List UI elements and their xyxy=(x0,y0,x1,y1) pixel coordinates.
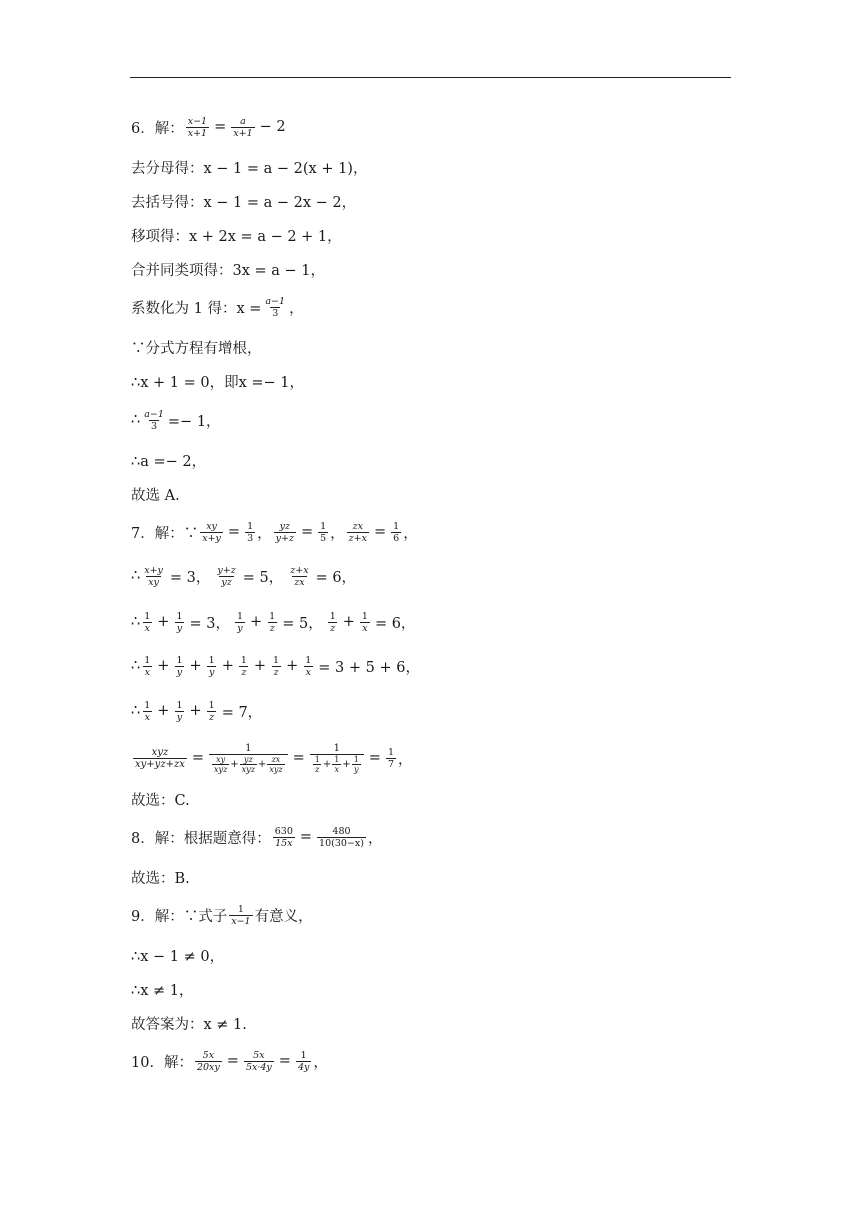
fraction: $\frac{zx}{z+x}$ xyxy=(348,520,367,544)
fraction: $\frac{1}{z}$ xyxy=(273,654,280,678)
q8-line-1: 8．解：根据题意得： $\frac{630}{15x}$ = $\frac{480}{10(30-x)}$ ， xyxy=(131,825,383,849)
fraction: $\frac{480}{10(30-x)}$ xyxy=(319,825,364,849)
fraction: $\frac{z+x}{zx}$ xyxy=(290,564,309,588)
q9-line-2: ∴x − 1 ≠ 0， xyxy=(131,948,225,965)
fraction: $\frac{1}{y}$ xyxy=(176,699,183,723)
fraction: $\frac{1}{4y}$ xyxy=(297,1049,310,1073)
q8-answer: 故选：B. xyxy=(131,870,190,887)
q6-label: 6．解： xyxy=(131,120,184,137)
q7-line-2: ∴ $\frac{x+y}{xy}$ = 3， $\frac{y+z}{yz}$ = 5， $\frac{z+x}{zx}$ = 6， xyxy=(131,564,357,588)
q6-line-6: 系数化为 1 得：x = $\frac{a-1}{3}$ ， xyxy=(131,295,304,319)
q6-line-9: ∴ $\frac{a-1}{3}$ =− 1， xyxy=(131,408,221,432)
fraction: $\frac{x+y}{xy}$ xyxy=(144,564,163,588)
fraction: $\frac{1}{y}$ xyxy=(176,610,183,634)
q7-line-3: ∴ $\frac{1}{x}$ + $\frac{1}{y}$ = 3， $\frac{1}{y}$ + $\frac{1}{z}$ = 5， $\frac{1}{z}$ + $\frac{1}{x}$ = 6， xyxy=(131,610,416,634)
fraction: $\frac{a-1}{3}$ xyxy=(265,295,286,319)
q7-line-1: 7．解：∵ $\frac{xy}{x+y}$ = $\frac{1}{3}$ ， $\frac{yz}{y+z}$ = $\frac{1}{5}$ ， $\frac{zx}{z+x}$ = $\frac{1}{6}$ ， xyxy=(131,520,418,544)
fraction: $\frac{1}{x}$ xyxy=(144,654,151,678)
fraction: $\frac{1}{x-1}$ xyxy=(231,903,251,927)
compound-fraction: 1 $\frac{xy}{\text{xyz}}$ + $\frac{yz}{\text{xyz}}$ + $\frac{zx}{\text{xyz}}$ xyxy=(209,743,288,774)
fraction: $\frac{a}{x+1}$ xyxy=(233,115,253,139)
fraction: $\frac{5x}{5x\cdot 4y}$ xyxy=(245,1049,272,1073)
q9-line-1: 9．解：∵式子 $\frac{1}{x-1}$ 有意义， xyxy=(131,903,313,927)
q9-answer: 故答案为：x ≠ 1. xyxy=(131,1016,247,1033)
fraction: $\frac{1}{y}$ xyxy=(208,654,215,678)
q7-line-6: $\frac{\text{xyz}}{xy+yz+zx}$ = 1 $\frac{xy}{\text{xyz}}$ + $\frac{yz}{\text{xyz}}$ + $\frac{zx}{\text{xyz}}$ = 1 $\frac{1}{z}$ + $\frac{1}{x}$ + $\frac{1}{y}$ = $\frac{1}{7}$ ， xyxy=(135,742,413,774)
q6-line-5: 合并同类项得：3x = a − 1， xyxy=(131,262,326,279)
fraction: $\frac{1}{y}$ xyxy=(236,610,244,634)
fraction: $\frac{xy}{x+y}$ xyxy=(202,520,221,544)
fraction: $\frac{630}{15x}$ xyxy=(274,825,293,849)
fraction: $\frac{1}{x}$ xyxy=(144,610,151,634)
fraction: $\frac{1}{y}$ xyxy=(176,654,183,678)
q6-line-4: 移项得：x + 2x = a − 2 + 1， xyxy=(131,228,342,245)
fraction: $\frac{x-1}{x+1}$ xyxy=(187,115,208,139)
q7-answer: 故选：C. xyxy=(131,792,190,809)
q6-line-1: 6．解： $\frac{x-1}{x+1}$ = $\frac{a}{x+1}$ − 2 xyxy=(131,115,286,139)
fraction: $\frac{1}{x}$ xyxy=(305,654,312,678)
fraction: $\frac{1}{z}$ xyxy=(269,610,276,634)
fraction: $\frac{y+z}{yz}$ xyxy=(217,564,236,588)
q6-answer: 故选 A. xyxy=(131,487,180,504)
fraction: $\frac{a-1}{3}$ xyxy=(144,408,164,432)
q10-line-1: 10．解： $\frac{5x}{20xy}$ = $\frac{5x}{5x\cdot 4y}$ = $\frac{1}{4y}$ ， xyxy=(131,1049,328,1073)
q7-line-4: ∴ $\frac{1}{x}$ + $\frac{1}{y}$ + $\frac{1}{y}$ + $\frac{1}{z}$ + $\frac{1}{z}$ + $\frac{1}{x}$ = 3 + 5 + 6， xyxy=(131,654,420,678)
fraction: $\frac{1}{3}$ xyxy=(247,520,254,544)
q6-line-10: ∴a =− 2， xyxy=(131,453,207,470)
fraction: $\frac{1}{z}$ xyxy=(240,654,247,678)
fraction: $\frac{1}{x}$ xyxy=(361,610,368,634)
fraction: $\frac{\text{xyz}}{xy+yz+zx}$ xyxy=(135,746,185,770)
fraction: $\frac{1}{5}$ xyxy=(320,520,327,544)
q6-line-8: ∴x + 1 = 0，即x =− 1， xyxy=(131,374,305,391)
fraction: $\frac{1}{z}$ xyxy=(208,699,215,723)
q7-line-5: ∴ $\frac{1}{x}$ + $\frac{1}{y}$ + $\frac{1}{z}$ = 7， xyxy=(131,699,263,723)
q6-line-7: ∵分式方程有增根， xyxy=(131,340,262,357)
header-rule xyxy=(130,77,731,78)
fraction: $\frac{5x}{20xy}$ xyxy=(196,1049,220,1073)
q9-line-3: ∴x ≠ 1， xyxy=(131,982,194,999)
fraction: $\frac{1}{z}$ xyxy=(329,610,336,634)
fraction: $\frac{yz}{y+z}$ xyxy=(275,520,294,544)
fraction: $\frac{1}{6}$ xyxy=(393,520,400,544)
q6-line-3: 去括号得：x − 1 = a − 2x − 2， xyxy=(131,194,357,211)
fraction: $\frac{1}{7}$ xyxy=(387,746,394,770)
compound-fraction: 1 $\frac{1}{z}$ + $\frac{1}{x}$ + $\frac{1}{y}$ xyxy=(310,743,364,774)
q6-line-2: 去分母得：x − 1 = a − 2(x + 1)， xyxy=(131,160,368,177)
fraction: $\frac{1}{x}$ xyxy=(144,699,151,723)
